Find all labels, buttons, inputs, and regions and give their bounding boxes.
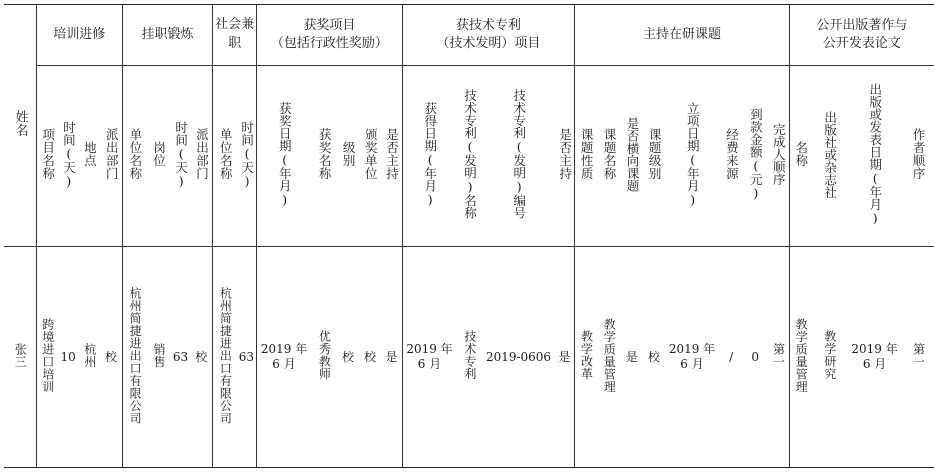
cell-patent-no <box>482 247 554 468</box>
sub-research-source <box>719 66 743 247</box>
sub-social-unit-text: 单位名称 <box>218 128 234 181</box>
sub-pub-order <box>902 66 934 247</box>
header-awards <box>257 5 402 66</box>
header-pub-line1: 公开出版著作与 <box>816 18 908 34</box>
sub-award-name-text: 获奖名称 <box>317 128 333 181</box>
cell-patent-name <box>456 247 482 468</box>
cell-patent-no-text: 2019-0606 <box>485 349 552 364</box>
cell-social-unit-text: 杭州简捷进出口有限公司 <box>218 286 233 425</box>
cell-pub-publisher <box>811 247 847 468</box>
cell-research-source-text: / <box>729 349 734 364</box>
cell-pub-date-text: 2019 年 6 月 <box>851 342 898 371</box>
sub-research-name-text: 课题名称 <box>601 128 617 181</box>
sub-award-host-text: 是否主持 <box>384 128 400 181</box>
sub-research-order <box>767 66 789 247</box>
cell-award-date <box>257 247 311 468</box>
sub-post-dept <box>191 66 213 247</box>
header-publications <box>789 5 934 66</box>
cell-name <box>4 247 36 468</box>
cell-research-source <box>719 247 743 468</box>
cell-training-dept-text: 校 <box>105 349 118 364</box>
header-pub-line2: 公开发表论文 <box>822 36 901 51</box>
sub-post-unit <box>122 66 146 247</box>
sub-post-post-text: 岗位 <box>151 141 167 168</box>
sub-patent-name-text: 技术专利(发明)名称 <box>462 89 478 220</box>
cell-research-nature-text: 教学改革 <box>579 330 594 381</box>
sub-research-horizontal <box>621 66 643 247</box>
cell-award-unit <box>359 247 381 468</box>
header-social <box>213 5 257 66</box>
cell-post-unit <box>122 247 146 468</box>
sub-training-project <box>36 66 58 247</box>
sub-award-date <box>257 66 311 247</box>
sub-research-horizontal-text: 是否横向课题 <box>625 116 641 192</box>
cell-post-dept <box>191 247 213 468</box>
cell-award-host-text: 是 <box>385 349 398 364</box>
header-name-text: 姓名 <box>12 110 28 138</box>
cell-post-time-text: 63 <box>172 349 189 364</box>
table-row <box>4 247 934 468</box>
sub-post-post <box>146 66 170 247</box>
sub-training-dept <box>100 66 122 247</box>
cell-research-level-text: 校 <box>647 349 660 364</box>
cell-research-amount-text: 0 <box>751 349 759 364</box>
cell-pub-order-text: 第一 <box>911 342 926 368</box>
header-name <box>4 5 36 247</box>
header-social-text: 社会兼职 <box>215 17 255 51</box>
sub-research-nature <box>575 66 597 247</box>
cell-training-dept <box>100 247 122 468</box>
sub-patent-date <box>402 66 456 247</box>
sub-award-level <box>337 66 359 247</box>
cell-social-unit <box>213 247 237 468</box>
sub-research-level <box>643 66 665 247</box>
sub-patent-host-text: 是否主持 <box>557 128 573 181</box>
sub-training-place <box>78 66 100 247</box>
header-temp-post: 挂职锻炼 <box>122 5 212 66</box>
cell-patent-host <box>555 247 575 468</box>
sub-training-time <box>58 66 78 247</box>
header-awards-line2: （包括行政性奖励） <box>270 36 388 51</box>
sub-research-nature-text: 课题性质 <box>579 128 595 181</box>
sub-award-host <box>381 66 402 247</box>
cell-patent-name-text: 技术专利 <box>462 330 477 381</box>
sub-post-time-text: 时间(天) <box>173 120 189 189</box>
sub-patent-date-text: 获得日期(年月) <box>422 101 438 207</box>
cell-award-level <box>337 247 359 468</box>
sub-research-level-text: 课题级别 <box>647 128 663 181</box>
cell-research-date <box>665 247 719 468</box>
sub-pub-publisher-text: 出版社或杂志社 <box>822 110 838 199</box>
sub-patent-no-text: 技术专利(发明)编号 <box>511 89 527 220</box>
cell-research-order-text: 第一 <box>771 342 786 368</box>
sub-award-name <box>311 66 337 247</box>
cell-award-unit-text: 校 <box>364 349 377 364</box>
sub-pub-date <box>847 66 901 247</box>
cell-research-level <box>643 247 665 468</box>
form-table-frame <box>4 4 934 468</box>
cell-research-name-text: 教学质量管理 <box>602 317 617 393</box>
cell-training-place <box>78 247 100 468</box>
cell-pub-name-text: 教学质量管理 <box>794 317 809 393</box>
sub-social-time-text: 时间(天) <box>239 120 255 189</box>
header-patent-line1: 获技术专利 <box>455 18 521 34</box>
cell-training-project <box>36 247 58 468</box>
sub-award-level-text: 级别 <box>341 141 357 168</box>
sub-patent-name <box>456 66 482 247</box>
cell-social-time-text: 63 <box>238 349 255 364</box>
cell-award-date-text: 2019 年 6 月 <box>260 342 308 371</box>
sub-training-time-text: 时间(天) <box>61 120 77 189</box>
cell-patent-date <box>402 247 456 468</box>
header-patent <box>402 5 575 66</box>
cell-pub-date <box>847 247 901 468</box>
cell-patent-host-text: 是 <box>558 349 571 364</box>
cell-training-time-text: 10 <box>60 349 76 364</box>
cell-award-name-text: 优秀教师 <box>317 330 332 381</box>
sub-research-date <box>665 66 719 247</box>
cell-research-nature <box>575 247 597 468</box>
cell-pub-order <box>902 247 934 468</box>
sub-research-amount-text: 到款金额(元) <box>748 108 764 201</box>
cell-research-horizontal <box>621 247 643 468</box>
sub-research-order-text: 完成人顺序 <box>771 123 787 186</box>
sub-post-time <box>170 66 190 247</box>
cell-training-place-text: 杭州 <box>82 342 97 368</box>
sub-award-unit <box>359 66 381 247</box>
sub-pub-name <box>789 66 811 247</box>
cell-research-amount <box>743 247 767 468</box>
sub-research-amount <box>743 66 767 247</box>
sub-research-source-text: 经费来源 <box>724 128 740 181</box>
cell-post-time <box>170 247 190 468</box>
header-research: 主持在研课题 <box>575 5 790 66</box>
sub-social-time <box>237 66 257 247</box>
sub-training-place-text: 地点 <box>82 141 98 168</box>
cell-research-horizontal-text: 是 <box>625 349 638 364</box>
sub-patent-host <box>555 66 575 247</box>
cell-post-unit-text: 杭州简捷进出口有限公司 <box>128 286 143 425</box>
sub-pub-name-text: 名称 <box>793 141 809 168</box>
cell-award-name <box>311 247 337 468</box>
sub-research-name <box>597 66 621 247</box>
sub-pub-publisher <box>811 66 847 247</box>
sub-training-project-text: 项目名称 <box>40 128 56 181</box>
cell-pub-publisher-text: 教学研究 <box>822 330 837 381</box>
sub-post-unit-text: 单位名称 <box>127 128 143 181</box>
header-training: 培训进修 <box>36 5 122 66</box>
cell-patent-date-text: 2019 年 6 月 <box>406 342 453 371</box>
cell-research-order <box>767 247 789 468</box>
cell-name-text: 张三 <box>13 342 28 368</box>
cell-research-date-text: 2019 年 6 月 <box>668 342 716 371</box>
sub-pub-order-text: 作者顺序 <box>911 128 926 181</box>
cell-post-post-text: 销售 <box>151 342 166 368</box>
teacher-development-table <box>4 4 934 468</box>
sub-pub-date-text: 出版或发表日期(年月) <box>867 83 883 226</box>
cell-research-name <box>597 247 621 468</box>
header-awards-line1: 获奖项目 <box>303 18 356 34</box>
cell-post-dept-text: 校 <box>195 349 208 364</box>
sub-award-date-text: 获奖日期(年月) <box>277 101 293 207</box>
cell-social-time <box>237 247 257 468</box>
sub-training-dept-text: 派出部门 <box>104 128 120 181</box>
sub-patent-no <box>482 66 554 247</box>
cell-training-project-text: 跨境进口培训 <box>40 317 55 393</box>
header-patent-line2: （技术发明）项目 <box>436 36 541 51</box>
cell-post-post <box>146 247 170 468</box>
sub-award-unit-text: 颁奖单位 <box>363 128 379 181</box>
cell-pub-name <box>789 247 811 468</box>
sub-research-date-text: 立项日期(年月) <box>685 101 701 207</box>
cell-training-time <box>58 247 78 468</box>
sub-post-dept-text: 派出部门 <box>194 128 210 181</box>
cell-award-level-text: 校 <box>341 349 354 364</box>
sub-social-unit <box>213 66 237 247</box>
cell-award-host <box>381 247 402 468</box>
